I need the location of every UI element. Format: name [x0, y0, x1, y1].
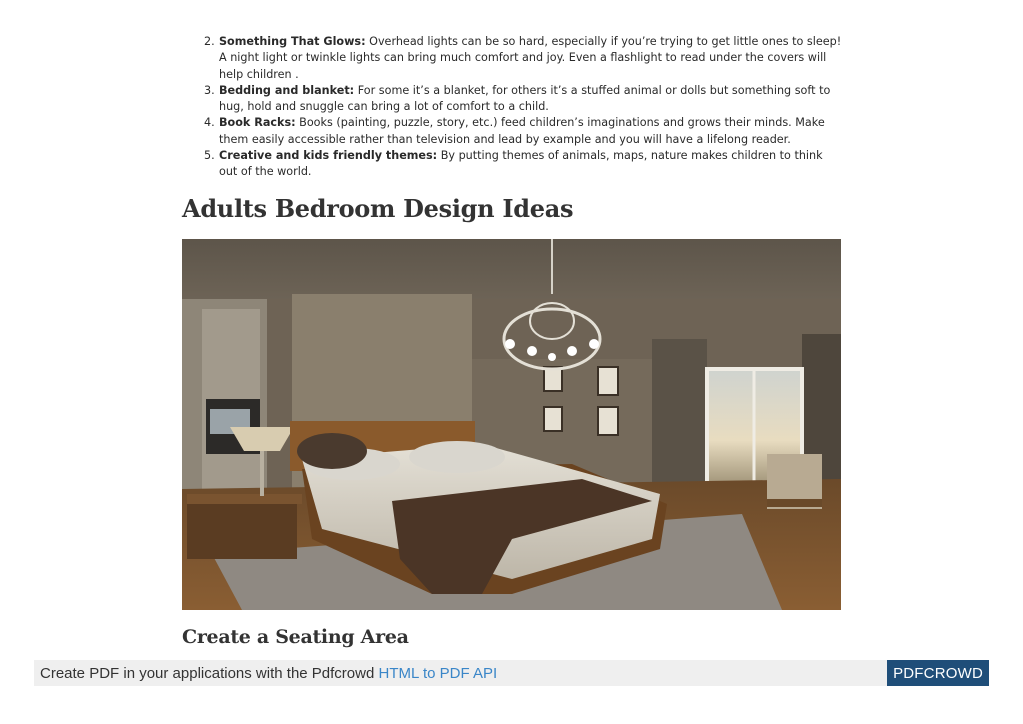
list-item: [204, 115, 842, 148]
banner-text: [34, 665, 497, 682]
list-item: [204, 83, 842, 116]
list-number: 4.: [204, 116, 215, 130]
list-number: 5.: [204, 149, 215, 163]
list-item-text: By putting themes of animals, maps, nature makes children to think out of the world.: [219, 149, 823, 179]
list-item-text: Overhead lights can be so hard, especially if you’re trying to get little ones to sleep! A night light or twinkle lights can bring much comfort and joy. Even a flashlight to read under the covers will help children .: [219, 35, 842, 81]
bedroom-illustration: [182, 239, 841, 610]
list-number: 2.: [204, 35, 215, 48]
article-content: [182, 34, 842, 224]
list-item: [204, 34, 842, 83]
list-number: 3.: [204, 83, 215, 97]
bedroom-photo: [182, 239, 841, 610]
list-item-text: For some it’s a blanket, for others it’s a stuffed animal or dolls but something soft to hug, hold and snuggle can bring a lot of comfort to a child.: [219, 83, 831, 114]
pdfcrowd-button[interactable]: PDFCROWD: [887, 660, 989, 686]
list-item-title: Something That Glows:: [219, 35, 366, 48]
list-item-title: Creative and kids friendly themes:: [219, 149, 438, 163]
tips-list: [182, 34, 842, 181]
subheading: Create a Seating Area: [182, 626, 409, 648]
list-item-title: Book Racks:: [219, 116, 296, 130]
html-to-pdf-api-link[interactable]: HTML to PDF API: [378, 664, 498, 682]
list-item-text: Books (painting, puzzle, story, etc.) feed children’s imaginations and grows their minds. Make them easily accessible rather than television and lead by example and you will have a lifelong reader.: [219, 116, 825, 146]
section-heading: Adults Bedroom Design Ideas: [182, 193, 574, 223]
pdfcrowd-banner: [34, 660, 989, 686]
list-item-title: Bedding and blanket:: [219, 83, 355, 97]
banner-message: Create PDF in your applications with the Pdfcrowd: [40, 664, 379, 682]
list-item: [204, 148, 842, 181]
